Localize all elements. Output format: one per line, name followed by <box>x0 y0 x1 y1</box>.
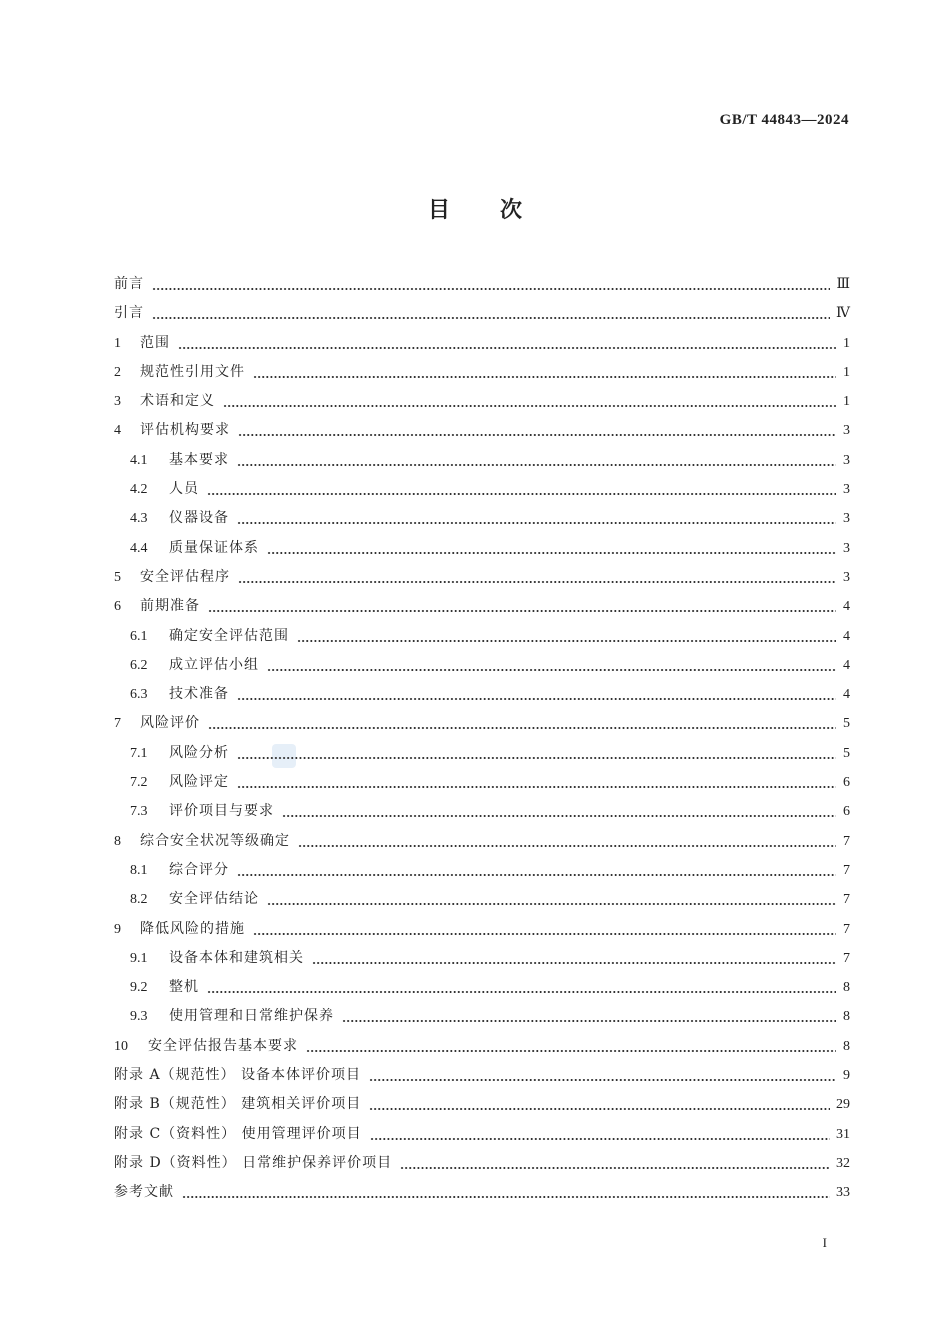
toc-entry-page: 3 <box>843 511 850 527</box>
toc-entry[interactable] <box>114 270 850 299</box>
toc-entry-page: 6 <box>843 804 850 820</box>
toc-entry-number: 4.4 <box>130 540 148 556</box>
toc-entry-label: 附录 D（资料性） 日常维护保养评价项目 <box>114 1154 393 1171</box>
toc-entry-label: 评价项目与要求 <box>169 803 274 820</box>
toc-entry-number: 9 <box>114 921 121 937</box>
toc-entry[interactable] <box>114 885 850 914</box>
toc-entry[interactable] <box>114 358 850 387</box>
toc-dot-leader <box>237 504 836 533</box>
toc-entry[interactable] <box>114 1149 850 1178</box>
toc-entry-page: 8 <box>843 1009 850 1025</box>
toc-entry-label: 安全评估程序 <box>140 568 230 585</box>
toc-dot-leader <box>297 622 836 651</box>
toc-dot-leader <box>237 856 836 885</box>
toc-entry[interactable] <box>114 387 850 416</box>
toc-dot-leader <box>342 1002 836 1031</box>
page-number: I <box>822 1235 827 1250</box>
toc-entry-number: 4.1 <box>130 452 148 468</box>
toc-entry-number: 8 <box>114 833 121 849</box>
toc-entry[interactable] <box>114 299 850 328</box>
toc-entry-number: 6.1 <box>130 628 148 644</box>
toc-entry-label: 成立评估小组 <box>169 656 259 673</box>
toc-entry-label: 质量保证体系 <box>169 539 259 556</box>
toc-entry[interactable] <box>114 739 850 768</box>
toc-entry-number: 4 <box>114 423 121 439</box>
toc-dot-leader <box>237 446 836 475</box>
toc-entry-page: 1 <box>843 335 850 351</box>
toc-entry-page: Ⅲ <box>836 277 850 292</box>
toc-entry-number: 8.1 <box>130 862 148 878</box>
toc-entry-label: 技术准备 <box>169 686 229 703</box>
toc-dot-leader <box>178 329 836 358</box>
toc-entry-number: 10 <box>114 1038 128 1054</box>
toc-entry[interactable] <box>114 416 850 445</box>
toc-entry-label: 综合评分 <box>169 861 229 878</box>
toc-entry-number: 9.3 <box>130 1009 148 1025</box>
toc-dot-leader <box>223 387 836 416</box>
toc-dot-leader <box>237 680 836 709</box>
toc-dot-leader <box>267 651 836 680</box>
toc-entry-label: 人员 <box>169 481 199 498</box>
toc-entry[interactable] <box>114 1090 850 1119</box>
toc-entry-page: 29 <box>836 1097 850 1113</box>
toc-entry-page: 6 <box>843 775 850 791</box>
toc-dot-leader <box>306 1032 836 1061</box>
toc-entry-number: 7.1 <box>130 745 148 761</box>
toc-entry-number: 7 <box>114 716 121 732</box>
toc-entry-number: 6.2 <box>130 657 148 673</box>
toc-entry-page: 7 <box>843 950 850 966</box>
toc-entry-page: 3 <box>843 569 850 585</box>
toc-dot-leader <box>282 797 836 826</box>
toc-dot-leader <box>267 534 836 563</box>
toc-entry-label: 基本要求 <box>169 451 229 468</box>
toc-entry-label: 前言 <box>114 276 144 292</box>
toc-entry[interactable] <box>114 944 850 973</box>
toc-entry-page: 7 <box>843 921 850 937</box>
toc-entry-number: 7.3 <box>130 804 148 820</box>
toc-entry[interactable] <box>114 592 850 621</box>
toc-entry-number: 4.2 <box>130 482 148 498</box>
toc-entry[interactable] <box>114 622 850 651</box>
toc-dot-leader <box>238 563 836 592</box>
toc-entry-number: 7.2 <box>130 775 148 791</box>
toc-entry-label: 设备本体和建筑相关 <box>169 949 304 966</box>
toc-entry-number: 4.3 <box>130 511 148 527</box>
toc-entry-page: 5 <box>843 745 850 761</box>
toc-entry-page: 3 <box>843 452 850 468</box>
toc-entry-number: 1 <box>114 335 121 351</box>
toc-entry-page: 31 <box>836 1126 850 1142</box>
toc-entry[interactable] <box>114 534 850 563</box>
toc-entry-label: 评估机构要求 <box>140 422 230 439</box>
toc-entry[interactable] <box>114 563 850 592</box>
toc-entry[interactable] <box>114 680 850 709</box>
standard-number: GB/T 44843—2024 <box>719 112 849 128</box>
toc-dot-leader <box>298 827 836 856</box>
toc-entry[interactable] <box>114 1178 850 1207</box>
toc-entry-label: 术语和定义 <box>140 393 215 410</box>
toc-entry-page: 7 <box>843 862 850 878</box>
toc-dot-leader <box>182 1178 830 1207</box>
toc-entry-page: 3 <box>843 423 850 439</box>
toc-dot-leader <box>253 915 836 944</box>
toc-entry-page: 8 <box>843 980 850 996</box>
toc-entry-label: 规范性引用文件 <box>140 363 245 380</box>
toc-entry-page: 33 <box>836 1185 850 1201</box>
toc-dot-leader <box>207 973 836 1002</box>
toc-entry-page: 32 <box>836 1155 850 1171</box>
toc-entry-label: 整机 <box>169 979 199 996</box>
toc-entry-number: 6 <box>114 599 121 615</box>
toc-entry-label: 风险分析 <box>169 744 229 761</box>
toc-entry[interactable] <box>114 1120 850 1149</box>
toc-entry-page: 4 <box>843 628 850 644</box>
toc-entry[interactable] <box>114 827 850 856</box>
toc-entry-page: 8 <box>843 1038 850 1054</box>
toc-entry-label: 前期准备 <box>140 598 200 615</box>
toc-entry-page: 5 <box>843 716 850 732</box>
toc-entry-number: 9.2 <box>130 980 148 996</box>
toc-entry-label: 引言 <box>114 305 144 322</box>
toc-entry-label: 附录 B（规范性） 建筑相关评价项目 <box>114 1096 362 1113</box>
toc-entry-page: 1 <box>843 364 850 380</box>
toc-entry[interactable] <box>114 768 850 797</box>
toc-dot-leader <box>152 299 830 328</box>
toc-entry-label: 确定安全评估范围 <box>169 627 289 644</box>
toc-dot-leader <box>152 270 830 299</box>
toc-dot-leader <box>207 475 836 504</box>
toc-entry-number: 9.1 <box>130 950 148 966</box>
toc-entry[interactable] <box>114 709 850 738</box>
toc-entry[interactable] <box>114 856 850 885</box>
toc-entry-label: 降低风险的措施 <box>140 920 245 937</box>
toc-entry[interactable] <box>114 446 850 475</box>
toc-entry-label: 范围 <box>140 334 170 351</box>
toc-entry-label: 参考文献 <box>114 1184 174 1201</box>
toc-dot-leader <box>237 768 836 797</box>
toc-entry[interactable] <box>114 475 850 504</box>
toc-entry-label: 仪器设备 <box>169 510 229 527</box>
toc-entry-page: 4 <box>843 687 850 703</box>
toc-entry-number: 3 <box>114 394 121 410</box>
toc-dot-leader <box>370 1120 830 1149</box>
toc-entry[interactable] <box>114 651 850 680</box>
toc-entry-page: 9 <box>843 1068 850 1084</box>
toc-entry-number: 6.3 <box>130 687 148 703</box>
toc-dot-leader <box>369 1061 836 1090</box>
toc-entry-page: Ⅳ <box>836 306 850 322</box>
toc-entry-label: 风险评定 <box>169 774 229 791</box>
page-title: 目次 <box>427 198 572 223</box>
toc-entry-page: 4 <box>843 657 850 673</box>
toc-entry-page: 4 <box>843 599 850 615</box>
toc-entry-label: 风险评价 <box>140 715 200 732</box>
toc-entry[interactable] <box>114 329 850 358</box>
toc-entry[interactable] <box>114 973 850 1002</box>
toc-entry[interactable] <box>114 1032 850 1061</box>
toc-dot-leader <box>267 885 836 914</box>
toc-entry-label: 使用管理和日常维护保养 <box>169 1008 334 1025</box>
toc-entry[interactable] <box>114 915 850 944</box>
toc-entry-label: 综合安全状况等级确定 <box>140 832 290 849</box>
toc-entry-label: 安全评估结论 <box>169 891 259 908</box>
toc-dot-leader <box>208 709 836 738</box>
toc-entry-label: 附录 C（资料性） 使用管理评价项目 <box>114 1125 362 1142</box>
toc-dot-leader <box>237 739 836 768</box>
toc-entry-page: 1 <box>843 394 850 410</box>
toc-dot-leader <box>312 944 836 973</box>
toc-dot-leader <box>253 358 836 387</box>
toc-entry-page: 3 <box>843 540 850 556</box>
toc-entry[interactable] <box>114 797 850 826</box>
toc-entry-number: 8.2 <box>130 892 148 908</box>
toc-dot-leader <box>238 416 836 445</box>
toc-entry[interactable] <box>114 1002 850 1031</box>
table-of-contents <box>114 270 850 1208</box>
toc-dot-leader <box>369 1090 830 1119</box>
toc-entry-number: 5 <box>114 569 121 585</box>
toc-entry[interactable] <box>114 504 850 533</box>
toc-entry-page: 3 <box>843 482 850 498</box>
toc-entry-number: 2 <box>114 364 121 380</box>
toc-dot-leader <box>400 1149 830 1178</box>
toc-entry-label: 安全评估报告基本要求 <box>148 1037 298 1054</box>
toc-entry-page: 7 <box>843 892 850 908</box>
toc-entry[interactable] <box>114 1061 850 1090</box>
toc-dot-leader <box>208 592 836 621</box>
toc-entry-label: 附录 A（规范性） 设备本体评价项目 <box>114 1067 362 1084</box>
toc-entry-page: 7 <box>843 833 850 849</box>
